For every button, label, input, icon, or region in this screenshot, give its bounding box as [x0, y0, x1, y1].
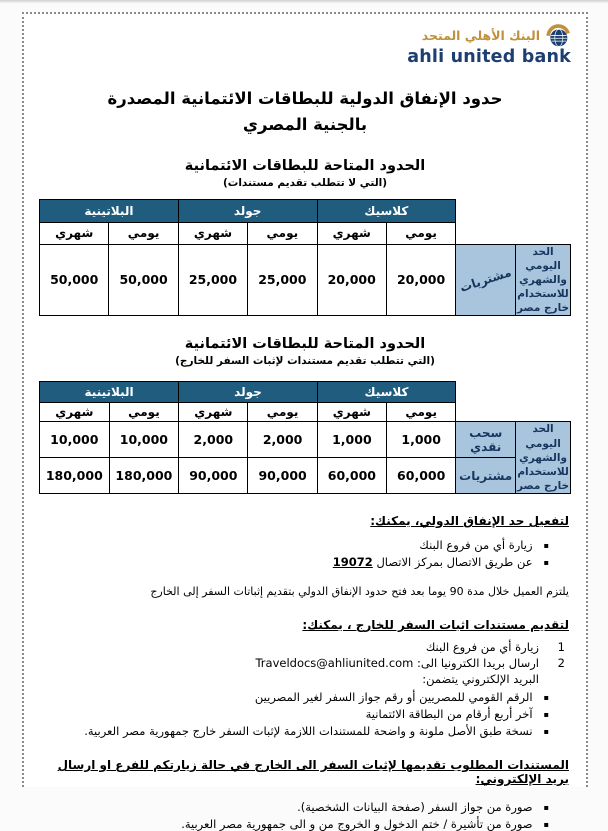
value-cell: 20,000 [317, 244, 386, 316]
list-item: 2 ارسال بريدا الكترونيا الى: Traveldocs@ahliunited.com [255, 656, 565, 671]
bullet-icon: ▪ [543, 541, 549, 551]
limits-with-docs-subtitle: (التي تتطلب تقديم مستندات لإثبات السفر للخارج) [175, 355, 435, 368]
value-cell: 10,000 [40, 422, 110, 458]
document-page [22, 12, 588, 831]
commitment-note: يلتزم العميل خلال مدة 90 يوما بعد فتح حدود الإنفاق الدولي بتقديم إثباتات السفر إلى الخارج [150, 585, 569, 599]
travel-docs-email: Traveldocs@ahliunited.com [255, 656, 414, 671]
required-docs-heading: المستندات المطلوب تقديمها لإثبات السفر الى الخارج في حالة زيارتكم للفرع او ارسال بريد الإلكتروني: [57, 758, 569, 787]
email-contents-bullet-list [39, 690, 549, 738]
activation-bullet-list [39, 538, 549, 569]
list-item: ▪ صورة من تأشيرة / ختم الدخول و الخروج من و الى جمهورية مصر العربية. [181, 817, 549, 831]
period-header-daily: يومي [387, 403, 456, 422]
row-label-purchases: مشتريات [456, 244, 516, 316]
bullet-icon: ▪ [543, 693, 549, 703]
row-label-purchases: مشتريات [456, 458, 516, 494]
page-title [39, 86, 571, 137]
list-item: ▪ عن طريق الاتصال بمركز الاتصال 19072 [332, 555, 549, 570]
list-item: ▪ الرقم القومي للمصريين أو رقم جواز السفر لغير المصريين [254, 690, 549, 705]
card-type-header-gold: جولد [179, 382, 318, 403]
value-cell: 25,000 [248, 244, 317, 316]
period-header-daily: يومي [109, 403, 179, 422]
value-cell: 2,000 [179, 422, 248, 458]
value-cell: 90,000 [179, 458, 248, 494]
period-header-monthly: شهري [317, 403, 386, 422]
value-cell: 60,000 [387, 458, 456, 494]
value-cell: 20,000 [386, 244, 455, 316]
card-type-header-platinum: البلاتينية [40, 382, 179, 403]
value-cell: 90,000 [248, 458, 317, 494]
submit-docs-numbered-list [39, 640, 565, 670]
period-header-daily: يومي [248, 403, 317, 422]
period-header-monthly: شهري [40, 403, 110, 422]
value-cell: 50,000 [109, 244, 178, 316]
bullet-icon: ▪ [543, 710, 549, 720]
value-cell: 180,000 [40, 458, 110, 494]
bank-logo [39, 22, 571, 66]
submit-docs-heading: لتقديم مستندات اثبات السفر للخارج ، يمكنك: [302, 618, 569, 633]
page-title-line2: بالجنية المصري [242, 114, 368, 134]
bullet-icon: ▪ [543, 558, 549, 568]
limits-no-docs-table [39, 199, 571, 317]
period-header-monthly: شهري [317, 222, 386, 244]
value-cell: 1,000 [387, 422, 456, 458]
window-top-edge [0, 0, 608, 3]
value-cell: 2,000 [248, 422, 317, 458]
value-cell: 180,000 [109, 458, 179, 494]
period-header-daily: يومي [109, 222, 178, 244]
bank-name-arabic: البنك الأهلي المتحد [421, 27, 540, 43]
period-header-monthly: شهري [178, 222, 247, 244]
bank-logo-row [422, 22, 571, 48]
table-corner-spacer [456, 382, 571, 422]
value-cell: 25,000 [178, 244, 247, 316]
limits-with-docs-title: الحدود المتاحة للبطاقات الائتمانية [184, 336, 426, 353]
email-includes-label: البريد الإلكتروني يتضمن: [422, 672, 539, 687]
list-item: ▪ زيارة أي من فروع البنك [419, 538, 549, 553]
row-label-cash-withdrawal: سحب نقدي [456, 422, 516, 458]
value-cell: 1,000 [317, 422, 386, 458]
limits-no-docs-title: الحدود المتاحة للبطاقات الائتمانية [184, 157, 426, 174]
list-item: ▪ صورة من جواز السفر (صفحة البيانات الشخصية). [297, 800, 549, 815]
period-header-daily: يومي [386, 222, 455, 244]
required-docs-bullet-list [39, 800, 549, 831]
list-item: 1 زيارة أي من فروع البنك [425, 640, 565, 655]
period-header-monthly: شهري [179, 403, 248, 422]
list-item: ▪ نسخة طبق الأصل ملونة و واضحة للمستندات اللازمة لإثبات السفر خارج جمهورية مصر العربية. [84, 724, 549, 739]
value-cell: 10,000 [109, 422, 179, 458]
limits-desc-cell: الحد اليومي والشهري للاستخدام خارج مصر [516, 423, 570, 493]
list-item: ▪ آخر أربع أرقام من البطاقة الائتمانية [365, 707, 549, 722]
period-header-monthly: شهري [40, 222, 109, 244]
value-cell: 60,000 [317, 458, 386, 494]
page-title-line1: حدود الإنفاق الدولية للبطاقات الائتمانية المصدرة [107, 89, 503, 109]
limits-desc-cell: الحد اليومي والشهري للاستخدام خارج مصر [516, 245, 570, 315]
period-header-daily: يومي [248, 222, 317, 244]
bank-emblem-icon [545, 22, 571, 48]
bullet-icon: ▪ [543, 820, 549, 830]
bank-name-english: ahli united bank [407, 47, 571, 67]
bullet-icon: ▪ [543, 803, 549, 813]
bullet-icon: ▪ [543, 727, 549, 737]
value-cell: 50,000 [40, 244, 109, 316]
table-corner-spacer [456, 199, 571, 244]
limits-no-docs-subtitle: (التي لا تتطلب تقديم مستندات) [222, 176, 388, 189]
card-type-header-classic: كلاسيك [317, 382, 456, 403]
activation-heading: لتفعيل حد الإنفاق الدولي، يمكنك: [370, 514, 569, 529]
hotline-number: 19072 [332, 555, 373, 570]
card-type-header-platinum: البلاتينية [40, 199, 179, 222]
card-type-header-classic: كلاسيك [317, 199, 456, 222]
card-type-header-gold: جولد [178, 199, 317, 222]
limits-with-docs-table [39, 381, 571, 494]
